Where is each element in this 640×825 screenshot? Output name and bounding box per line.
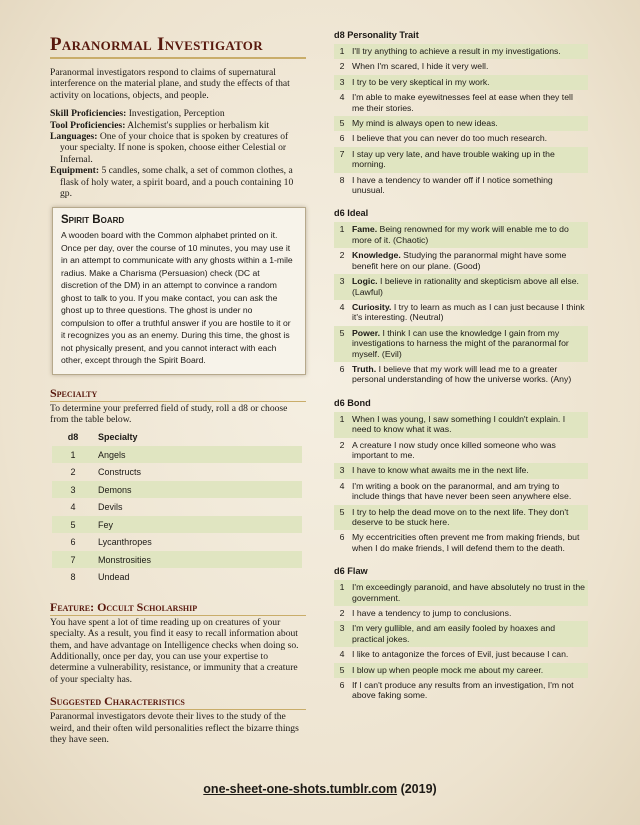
roll-number: 6: [339, 363, 345, 374]
entry-cell: [349, 463, 588, 478]
roll-number: 1: [334, 412, 349, 438]
languages: [50, 131, 306, 165]
entry-text: I believe in rationality and skepticism above all else. (Lawful): [352, 276, 579, 297]
entry-cell: [349, 621, 588, 647]
equipment: [50, 165, 306, 199]
roll-number: 2: [339, 250, 345, 261]
entry-text: I'm writing a book on the paranormal, and am trying to include things that have never been seen anywhere else.: [352, 480, 572, 502]
table-row: [52, 516, 302, 534]
spirit-board-text: A wooden board with the Common alphabet printed on it. Once per day, over the course of 10 minutes, you may use it in an attempt to communicate with any ghosts within a 1-mile radius. Make a Charisma (Persuasion) check (DC at discretion of the DM) in an attempt to convince a random ghost to talk to you. If you make contact, you can ask the ghost up to three questions. The ghost is under no compulsion to offer a truthful answer if you are hostile to it or it recognizes you as an enemy. During this time, the ghost is not physically present, and you cannot interact with each other, except through the Spirit Board.: [61, 230, 293, 366]
entry-cell: [349, 362, 588, 388]
entry-cell: [349, 59, 588, 74]
table-row: [334, 75, 588, 90]
entry-cell: [349, 90, 588, 116]
entry-text: I blow up when people mock me about my career.: [352, 664, 544, 675]
roll-number: 3: [334, 621, 349, 647]
entry-cell: [349, 248, 588, 274]
table-row: [334, 222, 588, 248]
table-row: [334, 663, 588, 678]
table-row: [334, 647, 588, 662]
table-row: [52, 498, 302, 516]
entry-cell: [349, 479, 588, 505]
roll-number: 7: [52, 551, 94, 569]
entry-text: A creature I now study once killed someone who was important to me.: [352, 439, 556, 460]
prof-value: 5 candles, some chalk, a set of common clothes, a flask of holy water, a spirit board, and a pouch containing 10 gp.: [60, 165, 294, 200]
personality-table: [334, 44, 588, 198]
roll-number: 3: [334, 463, 349, 478]
specialty-name: Lycanthropes: [98, 537, 152, 548]
entry-text: My mind is always open to new ideas.: [352, 118, 498, 129]
entry-name: Curiosity.: [352, 301, 392, 312]
table-row: [334, 505, 588, 531]
suggested-heading: Suggested Characteristics: [50, 694, 306, 710]
table-row: [334, 580, 588, 606]
table-row: [334, 678, 588, 704]
specialty-name: Undead: [98, 572, 130, 583]
table-row: [52, 551, 302, 569]
entry-text: My eccentricities often prevent me from making friends, but when I do make friends, I will defend them to the death.: [352, 532, 580, 553]
roll-number: 6: [339, 133, 345, 144]
table-row: [52, 446, 302, 464]
roll-number: 2: [339, 608, 345, 619]
entry-text: I like to antagonize the forces of Evil, just because I can.: [352, 649, 569, 660]
specialty-text: To determine your preferred field of study, roll a d8 or choose from the table below.: [50, 402, 288, 426]
entry-cell: [349, 326, 588, 362]
table-row: [334, 530, 588, 556]
roll-number: 8: [339, 174, 345, 185]
entry-cell: [349, 131, 588, 146]
footer-link[interactable]: one-sheet-one-shots.tumblr.com: [203, 782, 398, 796]
entry-cell: [349, 44, 588, 59]
entry-text: If I can't produce any results from an investigation, I'm not above faking some.: [352, 680, 574, 701]
right-column: [334, 30, 588, 714]
roll-number: 2: [339, 61, 345, 72]
entry-cell: [349, 412, 588, 438]
entry-text: I try to help the dead move on to the next life. They don't deserve to be stuck here.: [352, 506, 569, 527]
table-row: [334, 479, 588, 505]
table-row: [334, 274, 588, 300]
table-row: [334, 147, 588, 173]
roll-number: 6: [70, 537, 76, 548]
roll-number: 3: [334, 274, 349, 300]
prof-label: Tool Proficiencies:: [50, 119, 126, 131]
column-header-specialty: Specialty: [98, 431, 138, 442]
specialty-heading: Specialty: [50, 386, 306, 402]
personality-heading: d8 Personality Trait: [334, 30, 419, 40]
roll-number: 7: [334, 147, 349, 173]
roll-number: 5: [334, 326, 349, 362]
feature-text: You have spent a lot of time reading up on creatures of your specialty. As a result, you find it easy to recall information about them, and have advantage on Intelligence checks when doing so. Additionally, once per day, you can use your expertise to determine a vulnerability, resistance, or immunity that a creature of your specialty has.: [50, 616, 299, 685]
entry-cell: [349, 663, 588, 678]
entry-text: I'm exceedingly paranoid, and have absolutely no trust in the government.: [352, 582, 585, 603]
table-row: [52, 481, 302, 499]
roll-number: 4: [339, 92, 345, 103]
table-header-row: [52, 430, 302, 446]
entry-name: Fame.: [352, 224, 378, 235]
table-row: [334, 438, 588, 464]
entry-cell: [349, 606, 588, 621]
specialty-section: [50, 386, 306, 586]
table-row: [52, 533, 302, 551]
suggested-section: [50, 694, 306, 745]
roll-number: 6: [339, 532, 345, 543]
entry-cell: [349, 505, 588, 531]
roll-number: 5: [334, 116, 349, 131]
left-column: [50, 34, 306, 754]
prof-value: Investigation, Perception: [128, 108, 225, 120]
prof-label: Skill Proficiencies:: [50, 108, 127, 120]
ideal-table: [334, 222, 588, 387]
skill-proficiencies: [50, 108, 306, 119]
specialty-table: [52, 430, 302, 586]
specialty-name: Angels: [94, 446, 302, 464]
table-row: [334, 131, 588, 146]
entry-name: Knowledge.: [352, 250, 401, 261]
entry-cell: [349, 438, 588, 464]
roll-number: 1: [334, 580, 349, 606]
prof-value: One of your choice that is spoken by creatures of your specialty. If none is spoken, choose either Celestial or Infernal.: [60, 131, 289, 165]
entry-text: When I was young, I saw something I couldn't explain. I need to know what it was.: [352, 413, 566, 435]
specialty-name: Monstrosities: [94, 551, 302, 569]
table-row: [334, 248, 588, 274]
feature-section: [50, 600, 306, 685]
roll-number: 3: [52, 481, 94, 499]
entry-cell: [349, 222, 588, 248]
roll-number: 6: [339, 680, 345, 691]
entry-text: Studying the paranormal might have some benefit here on our plane. (Good): [352, 250, 567, 271]
bond-heading: d6 Bond: [334, 397, 371, 408]
table-row: [334, 90, 588, 116]
suggested-text: Paranormal investigators devote their lives to the study of the weird, and their often wild personalities reflect the bizarre things they have seen.: [50, 711, 299, 746]
entry-text: I stay up very late, and have trouble waking up in the morning.: [352, 148, 555, 170]
entry-text: When I'm scared, I hide it very well.: [352, 61, 489, 72]
roll-number: 4: [339, 649, 345, 660]
proficiency-list: [50, 108, 306, 199]
entry-text: I believe that you can never do too much research.: [352, 133, 548, 144]
table-row: [334, 621, 588, 647]
entry-text: I have to know what awaits me in the next life.: [352, 465, 529, 476]
entry-text: I try to learn as much as I can just because I think it's interesting. (Neutral): [352, 301, 585, 323]
prof-label: Languages:: [50, 131, 98, 143]
entry-text: I'm able to make eyewitnesses feel at ease when they tell me their stories.: [352, 92, 573, 113]
entry-text: I'll try anything to achieve a result in my investigations.: [352, 46, 561, 56]
roll-number: 4: [70, 502, 76, 513]
entry-cell: [349, 75, 588, 90]
roll-number: 5: [334, 505, 349, 531]
bond-table: [334, 412, 588, 556]
page-title: Paranormal Investigator: [50, 34, 306, 59]
entry-text: I have a tendency to wander off if I notice something unusual.: [352, 174, 553, 196]
entry-name: Logic.: [352, 276, 378, 287]
entry-cell: [349, 147, 588, 173]
table-row: [334, 300, 588, 326]
specialty-name: Devils: [98, 502, 123, 513]
entry-name: Power.: [352, 327, 381, 338]
entry-cell: [349, 530, 588, 556]
footer-credit: [0, 782, 640, 796]
specialty-name: Demons: [94, 481, 302, 499]
roll-number: 5: [52, 516, 94, 534]
entry-cell: [349, 173, 588, 199]
roll-number: 1: [334, 44, 349, 59]
intro-paragraph: Paranormal investigators respond to claims of supernatural interference on the material plane, and study the effects of that activity on locations, objects, and people.: [50, 67, 290, 101]
table-row: [334, 326, 588, 362]
roll-number: 2: [70, 467, 76, 478]
footer-year: (2019): [400, 782, 437, 796]
entry-text: I try to be very skeptical in my work.: [352, 76, 490, 87]
column-header-die: d8: [67, 431, 79, 442]
entry-cell: [349, 300, 588, 326]
table-row: [334, 412, 588, 438]
table-row: [334, 44, 588, 59]
table-row: [52, 568, 302, 586]
roll-number: 5: [334, 663, 349, 678]
flaw-table: [334, 580, 588, 704]
specialty-name: Fey: [94, 516, 302, 534]
table-row: [334, 606, 588, 621]
entry-text: I think I can use the knowledge I gain from my investigations to harness the might of the paranormal for myself. (Evil): [352, 327, 569, 359]
spirit-board-box: [52, 207, 306, 375]
entry-text: I believe that my work will lead me to a greater personal understanding of how the universe works. (Any): [352, 363, 572, 385]
table-row: [334, 362, 588, 388]
entry-name: Truth.: [352, 363, 377, 374]
entry-text: I'm very gullible, and am easily fooled by hoaxes and practical jokes.: [352, 623, 556, 644]
roll-number: 1: [52, 446, 94, 464]
roll-number: 4: [339, 301, 345, 312]
prof-value: Alchemist's supplies or herbalism kit: [127, 119, 270, 131]
roll-number: 4: [339, 480, 345, 491]
entry-cell: [349, 647, 588, 662]
tool-proficiencies: [50, 120, 306, 131]
table-row: [334, 59, 588, 74]
entry-cell: [349, 116, 588, 131]
entry-text: Being renowned for my work will enable me to do more of it. (Chaotic): [352, 224, 569, 245]
specialty-name: Constructs: [98, 467, 142, 478]
flaw-heading: d6 Flaw: [334, 566, 368, 577]
table-row: [334, 173, 588, 199]
feature-heading: Feature: Occult Scholarship: [50, 600, 306, 616]
roll-number: 3: [334, 75, 349, 90]
prof-label: Equipment:: [50, 165, 100, 177]
entry-cell: [349, 678, 588, 704]
entry-cell: [349, 274, 588, 300]
roll-number: 8: [70, 572, 76, 583]
roll-number: 1: [334, 222, 349, 248]
ideal-heading: d6 Ideal: [334, 208, 369, 219]
table-row: [334, 463, 588, 478]
table-row: [334, 116, 588, 131]
table-row: [52, 463, 302, 481]
roll-number: 2: [339, 439, 345, 450]
entry-text: I have a tendency to jump to conclusions.: [352, 608, 512, 619]
spirit-board-title: Spirit Board: [61, 214, 125, 227]
entry-cell: [349, 580, 588, 606]
